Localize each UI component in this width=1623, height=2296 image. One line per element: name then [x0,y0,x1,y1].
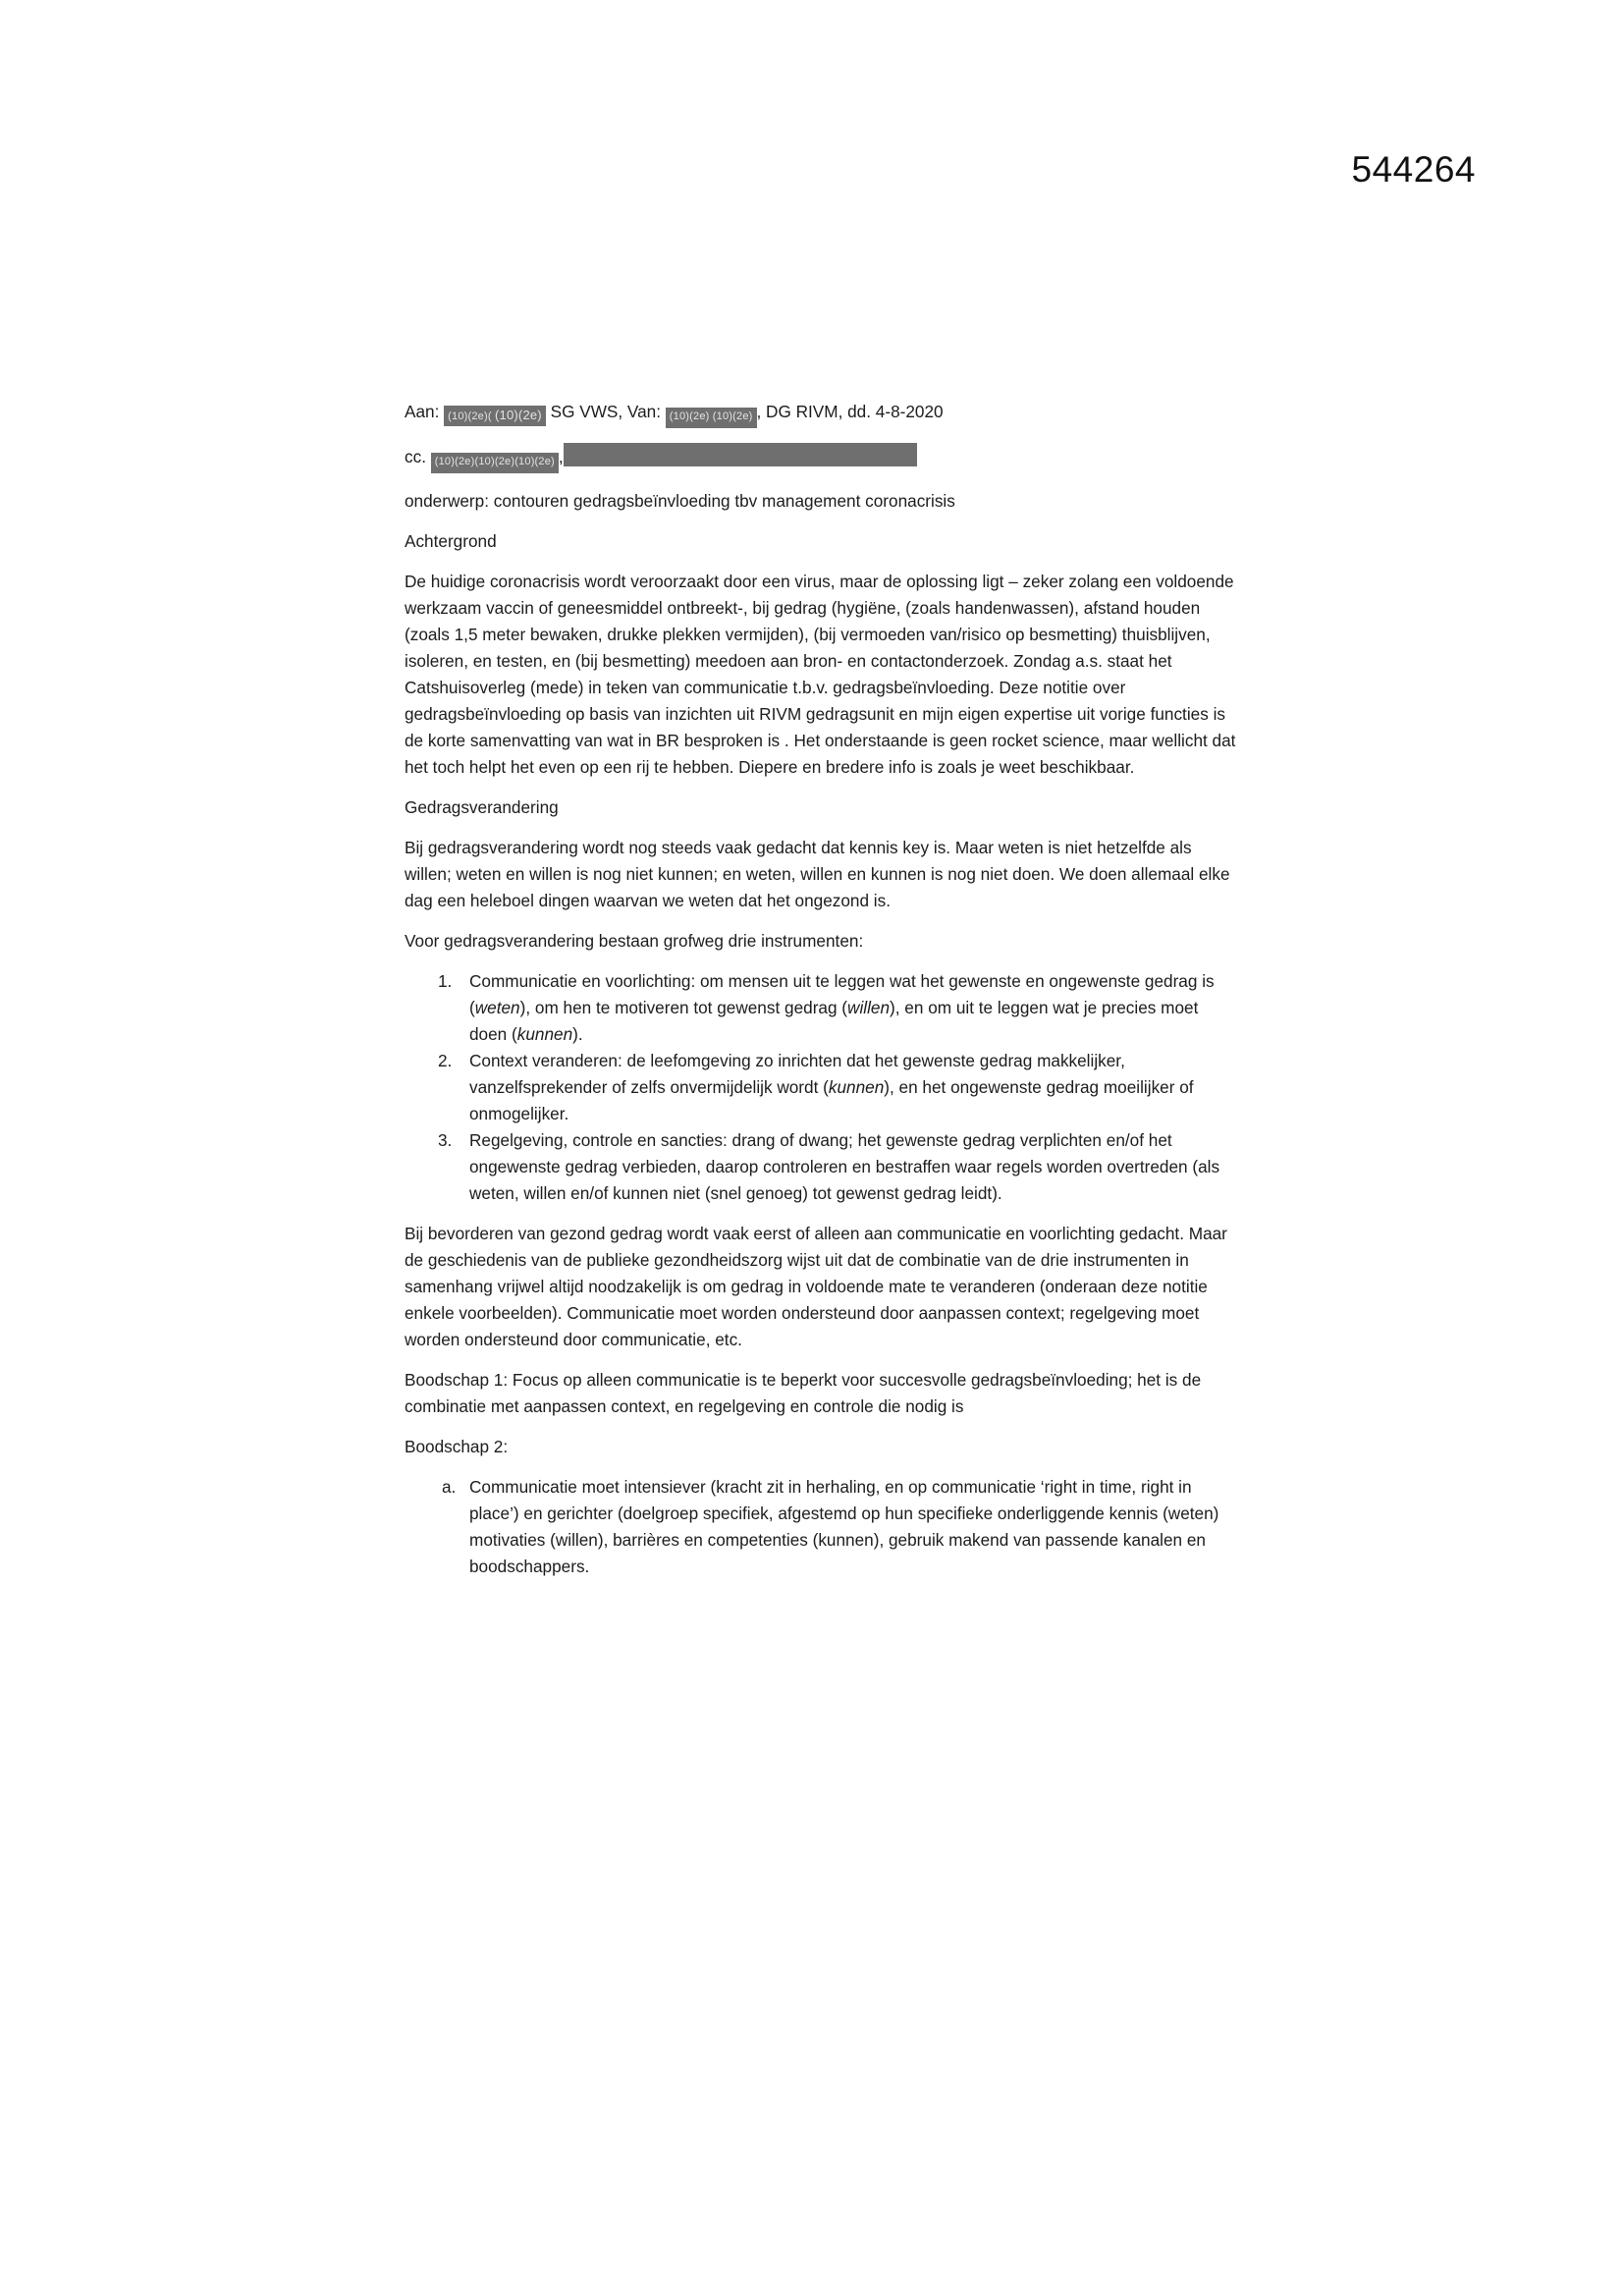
list-marker: a. [442,1477,457,1497]
paragraph-gedragsverandering: Bij gedragsverandering wordt nog steeds vaak gedacht dat kennis key is. Maar weten is niet hetzelfde als willen; weten en willen is nog niet kunnen; en weten, willen en kunnen is nog niet doen. We doen allemaal elke dag een heleboel dingen waarvan we weten dat het ongezond is. [405,838,1230,910]
section-heading: Achtergrond [405,531,497,551]
sender-role: , DG RIVM, dd. 4-8-2020 [756,402,944,421]
emphasis: kunnen [828,1077,885,1097]
list-text: ). [572,1024,583,1044]
redaction-code: (10)(2e) [495,408,542,422]
message-2-title: Boodschap 2: [405,1437,509,1456]
paragraph-achtergrond: De huidige coronacrisis wordt veroorzaakt door een virus, maar de oplossing ligt – zeker zolang een voldoende werkzaam vaccin of geneesmiddel ontbreekt-, bij gedrag (hygiëne, (zoals handenwassen), afstand houden (zoals 1,5 meter bewaken, drukke plekken vermijden), (bij vermoeden van/risico op besmetting) thuisblijven, isoleren, en testen, en (bij besmetting) meedoen aan bron- en contactonderzoek. Zondag a.s. staat het Catshuisoverleg (mede) in teken van communicatie t.b.v. gedragsbeïnvloeding. Deze notitie over gedragsbeïnvloeding op basis van inzichten uit RIVM gedragsunit en mijn eigen expertise uit vorige functies is de korte samenvatting van wat in BR besproken is . Het onderstaande is geen rocket science, maar wellicht dat het toch helpt het even op een rij te hebben. Diepere en bredere info is zoals je weet beschikbaar. [405,572,1236,777]
emphasis: weten [474,998,520,1017]
redaction-box: (10)(2e)(10)(2e)(10)(2e) [431,453,559,473]
list-marker: 1. [438,971,453,991]
redaction-box [444,406,546,426]
list-marker: 2. [438,1051,453,1070]
list-item [438,1048,1239,1127]
list-text: Context veranderen: de leefomgeving zo inrichten dat het gewenste gedrag makkelijker, vanzelfsprekender of zelfs onvermijdelijk wordt ( [469,1051,1125,1097]
addressee-role: SG VWS, Van: [550,402,662,421]
instruments-intro: Voor gedragsverandering bestaan grofweg drie instrumenten: [405,931,864,951]
list-text: Regelgeving, controle en sancties: drang of dwang; het gewenste gedrag verplichten en/of het ongewenste gedrag verbieden, daarop controleren en bestraffen waar regels worden overtreden (als weten, willen en/of kunnen niet (snel genoeg) tot gewenst gedrag leidt). [469,1130,1220,1203]
memo-body [405,399,1239,1594]
redaction-box: (10)(2e) (10)(2e) [666,408,757,428]
redaction-block [564,443,917,466]
document-number: 544264 [1351,149,1476,190]
list-item [442,1474,1239,1580]
cc-label: cc. [405,447,426,466]
emphasis: willen [847,998,891,1017]
message-2-list [405,1474,1239,1580]
list-text: Communicatie en voorlichting: om mensen uit te leggen wat het gewenste en ongewenste gedrag is ( [469,971,1215,1017]
subject-line: onderwerp: contouren gedragsbeïnvloeding tbv management coronacrisis [405,491,955,511]
message-1: Boodschap 1: Focus op alleen communicatie is te beperkt voor succesvolle gedragsbeïnvloeding; het is de combinatie met aanpassen context, en regelgeving en controle die nodig is [405,1370,1202,1416]
aan-label: Aan: [405,402,440,421]
redaction-code: (10)(2e)( [448,410,492,422]
section-heading: Gedragsverandering [405,797,559,817]
list-text: Communicatie moet intensiever (kracht zit in herhaling, en op communicatie ‘right in time, right in place’) en gerichter (doelgroep specifiek, afgestemd op hun specifieke onderliggende kennis (weten) motivaties (willen), barrières en competenties (kunnen), gebruik makend van passende kanalen en boodschappers. [469,1477,1219,1576]
cc-separator: , [558,447,564,466]
list-marker: 3. [438,1130,453,1150]
list-text: ), en het ongewenste gedrag moeilijker of onmogelijker. [469,1077,1194,1123]
list-item [438,968,1239,1048]
list-text: ), om hen te motiveren tot gewenst gedrag ( [519,998,848,1017]
list-text: ), en om uit te leggen wat je precies moet doen ( [469,998,1199,1044]
instruments-list [405,968,1239,1207]
emphasis: kunnen [516,1024,573,1044]
paragraph-bevorderen: Bij bevorderen van gezond gedrag wordt vaak eerst of alleen aan communicatie en voorlichting gedacht. Maar de geschiedenis van de publieke gezondheidszorg wijst uit dat de combinatie van de drie instrumenten in samenhang vrijwel altijd noodzakelijk is om gedrag in voldoende mate te veranderen (onderaan deze notitie enkele voorbeelden). Communicatie moet worden ondersteund door aanpassen context; regelgeving moet worden ondersteund door communicatie, etc. [405,1224,1227,1349]
list-item [438,1127,1239,1207]
cc-line [405,443,1239,473]
addressee-line [405,399,1239,428]
